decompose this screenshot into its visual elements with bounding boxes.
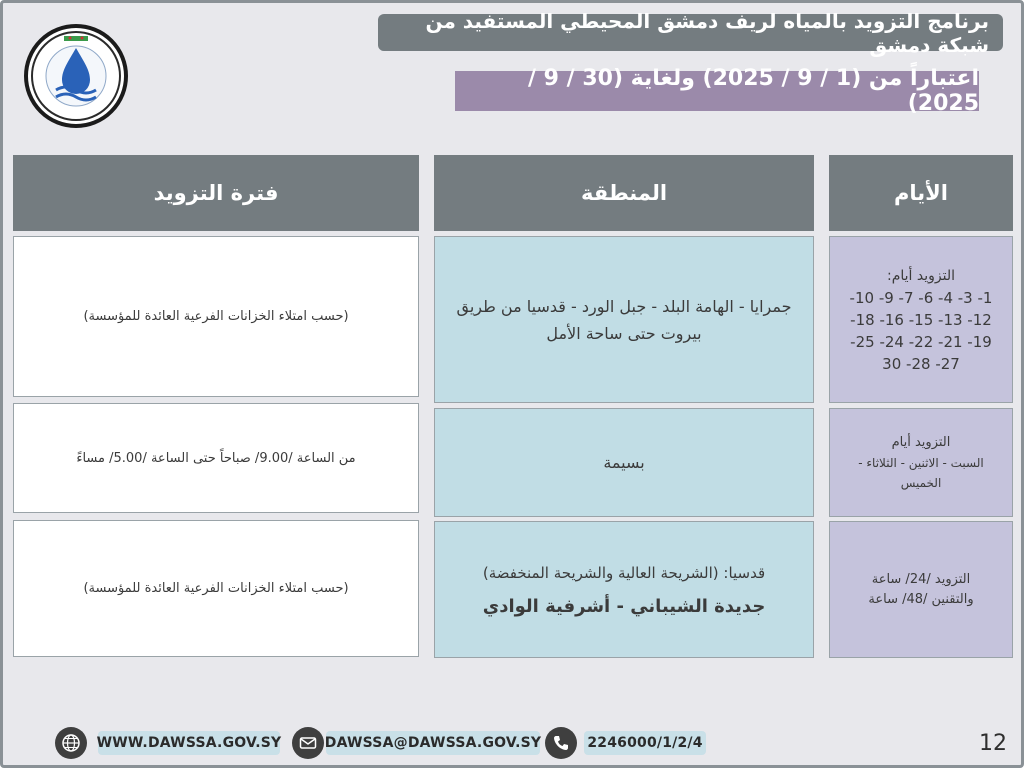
row1-days-value: 1- 3- 4- 6- 7- 9- 10- 12- 13- 15- 16- 18- 19- 21- 22- 24- 25- 27- 28- 30 [849, 288, 993, 373]
row2-days-label: التزويد أيام [891, 434, 951, 450]
phone-number: 2246000/1/2/4 [584, 731, 706, 755]
row3-region [434, 521, 814, 658]
page-title: برنامج التزويد بالمياه لريف دمشق المحيطي المستفيد من شبكة دمشق [378, 14, 1003, 51]
header-region: المنطقة [434, 155, 814, 231]
row3-region-line2: جديدة الشيباني - أشرفية الوادي [482, 595, 766, 617]
row3-days [829, 521, 1013, 658]
header-period: فترة التزويد [13, 155, 419, 231]
row1-region: جمرايا - الهامة البلد - جبل الورد - قدسيا من طريق بيروت حتى ساحة الأمل [434, 236, 814, 403]
website-link[interactable]: WWW.DAWSSA.GOV.SY [98, 731, 280, 755]
row2-period: من الساعة /9.00/ صباحاً حتى الساعة /5.00/ مساءً [13, 403, 419, 513]
row3-days-label: التزويد /24/ ساعة [871, 571, 971, 587]
row1-days [829, 236, 1013, 403]
page-number: 12 [979, 730, 1007, 756]
row1-period: (حسب امتلاء الخزانات الفرعية العائدة للمؤسسة) [13, 236, 419, 397]
row3-region-line1: قدسيا: (الشريحة العالية والشريحة المنخفضة) [482, 563, 766, 582]
row2-days-value: السبت - الاثنين - الثلاثاء - الخميس [858, 455, 984, 490]
row3-period: (حسب امتلاء الخزانات الفرعية العائدة للمؤسسة) [13, 520, 419, 657]
mail-icon [292, 727, 324, 759]
row3-days-value: والتقنين /48/ ساعة [868, 591, 974, 607]
row2-region: بسيمة [434, 408, 814, 517]
organization-logo [24, 24, 128, 128]
phone-icon [545, 727, 577, 759]
header-days: الأيام [829, 155, 1013, 231]
row1-days-label: التزويد أيام: [887, 267, 955, 284]
row2-days [829, 408, 1013, 517]
date-range: اعتباراً من (1 / 9 / 2025) ولغاية (30 / 9 / 2025) [455, 71, 979, 111]
email-link[interactable]: DAWSSA@DAWSSA.GOV.SY [326, 731, 540, 755]
water-drop-logo-icon [28, 28, 124, 124]
globe-icon [55, 727, 87, 759]
